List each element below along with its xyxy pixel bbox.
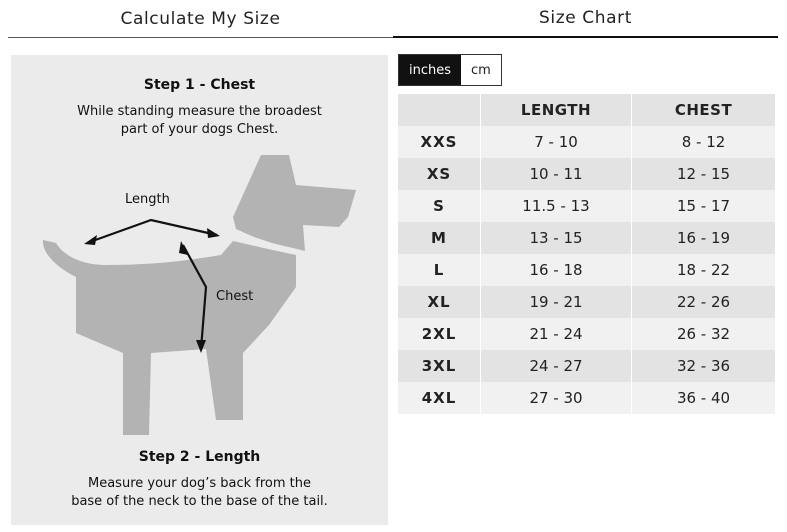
length-cell: 21 - 24	[481, 318, 632, 350]
chest-arrow-top-head	[179, 241, 188, 255]
length-cell: 27 - 30	[481, 382, 632, 414]
size-cell: S	[398, 190, 481, 222]
chest-cell: 8 - 12	[681, 133, 726, 151]
chest-cell: 36 - 40	[676, 389, 731, 407]
table-row	[398, 382, 775, 414]
unit-toggle	[398, 54, 502, 86]
table-row	[398, 126, 775, 158]
size-chart-table	[398, 94, 775, 414]
table-row	[398, 158, 775, 190]
table-header-row	[398, 94, 775, 126]
length-cell: 11.5 - 13	[481, 190, 632, 222]
step2-title: Step 2 - Length	[138, 449, 261, 465]
table-row	[398, 318, 775, 350]
chest-cell: 22 - 26	[676, 293, 731, 311]
chest-cell: 18 - 22	[676, 261, 731, 279]
length-label: Length	[125, 192, 170, 207]
chest-label: Chest	[216, 289, 254, 304]
header-size	[398, 94, 481, 126]
length-cell: 7 - 10	[481, 126, 632, 158]
measurement-guide	[11, 55, 388, 525]
table-row	[398, 190, 775, 222]
length-cell: 16 - 18	[481, 254, 632, 286]
size-cell: XXS	[398, 126, 481, 158]
length-cell: 10 - 11	[481, 158, 632, 190]
chest-cell: 16 - 19	[676, 229, 731, 247]
table-row	[398, 222, 775, 254]
dog-head-shape	[233, 155, 356, 251]
chest-cell: 15 - 17	[676, 197, 731, 215]
table-row	[398, 286, 775, 318]
length-arrow-right-head	[207, 228, 220, 238]
step1-line2: part of your dogs Chest.	[120, 122, 279, 137]
length-cell: 24 - 27	[481, 350, 632, 382]
step1-title: Step 1 - Chest	[143, 77, 256, 93]
step2-line2: base of the neck to the base of the tail.	[71, 494, 328, 509]
tab-size-chart[interactable]: Size Chart	[393, 0, 778, 38]
size-cell: 2XL	[398, 318, 481, 350]
tab-calculate-my-size[interactable]: Calculate My Size	[8, 0, 393, 38]
size-cell: 3XL	[398, 350, 481, 382]
length-arrow-left-head	[84, 235, 97, 245]
dog-body-shape	[43, 240, 296, 435]
size-tabs	[8, 0, 778, 38]
header-chest: CHEST	[674, 101, 733, 119]
table-row	[398, 350, 775, 382]
unit-inches-button[interactable]: inches	[399, 55, 461, 85]
header-length: LENGTH	[481, 94, 632, 126]
table-row	[398, 254, 775, 286]
unit-cm-button[interactable]: cm	[461, 55, 501, 85]
chest-cell: 12 - 15	[676, 165, 731, 183]
chest-cell: 26 - 32	[676, 325, 731, 343]
step1-line1: While standing measure the broadest	[77, 104, 322, 119]
size-cell: M	[398, 222, 481, 254]
size-cell: 4XL	[398, 382, 481, 414]
size-cell: XL	[398, 286, 481, 318]
step2-line1: Measure your dog’s back from the	[88, 476, 311, 491]
size-cell: L	[398, 254, 481, 286]
chest-cell: 32 - 36	[676, 357, 731, 375]
length-arrow	[87, 220, 217, 243]
length-cell: 19 - 21	[481, 286, 632, 318]
length-cell: 13 - 15	[481, 222, 632, 254]
size-cell: XS	[398, 158, 481, 190]
